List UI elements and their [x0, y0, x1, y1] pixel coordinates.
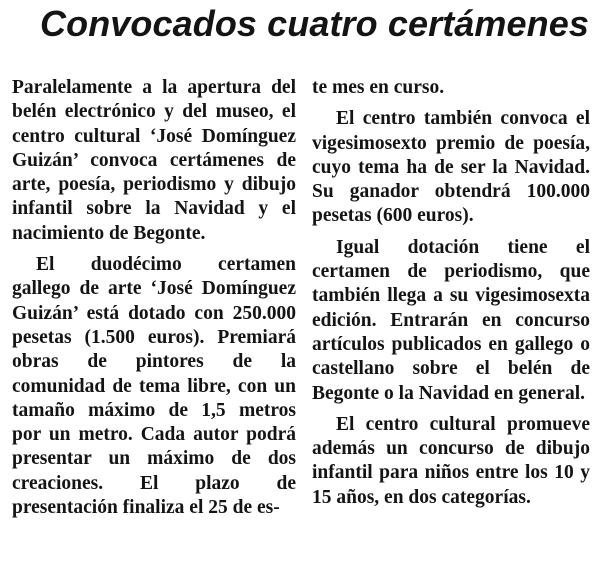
article-headline: Convocados cuatro certámenes: [40, 3, 589, 44]
article-paragraph: El centro también convoca el vigesimosexto premio de poesía, cuyo tema ha de ser la Navidad. Su ganador obtendrá 100.000 pesetas (600 euros).: [312, 108, 590, 227]
article-paragraph: El centro cultural promueve además un concurso de dibujo infantil para niños entre los 10 y 15 años, en dos categorías.: [312, 413, 590, 508]
headline-area: [0, 0, 600, 58]
article-paragraph: Paralelamente a la apertura del belén electrónico y del museo, el centro cultural ‘José Domínguez Guizán’ convoca certámenes de arte, poesía, periodismo y dibujo infantil sobre la Navidad y el nacimiento de Begonte.: [12, 77, 296, 244]
article-column-left: [12, 76, 296, 527]
article-paragraph: El duodécimo certamen gallego de arte ‘José Domínguez Guizán’ está dotado con 250.000 pesetas (1.500 euros). Premiará obras de pintores de la comunidad de tema libre, con un tamaño máximo de 1,5 metros por un metro. Cada autor podrá presentar un máximo de dos creaciones. El plazo de presentación finaliza el 25 de es-: [12, 254, 296, 519]
article-column-right: [312, 76, 590, 517]
article-paragraph-continuation: te mes en curso.: [312, 77, 445, 98]
article-paragraph: Igual dotación tiene el certamen de periodismo, que también llega a su vigesimosexta edición. Entrarán en concurso artículos publicados en gallego o castellano sobre el belén de Begonte o la Navidad en general.: [312, 236, 590, 404]
